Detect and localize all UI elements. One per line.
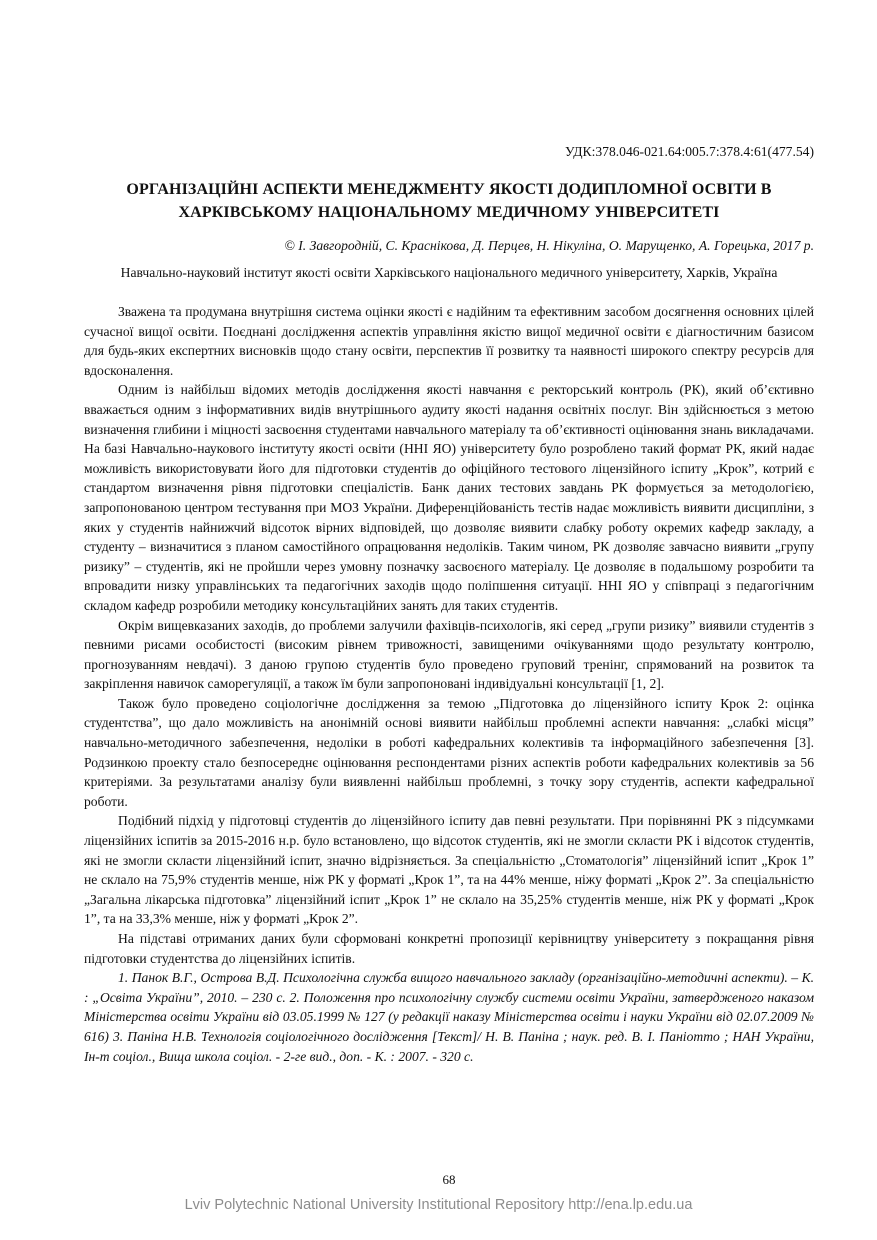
article-body: [84, 302, 814, 1066]
paragraph: Також було проведено соціологічне дослідження за темою „Підготовка до ліцензійного іспиту Крок 2: оцінка студентства”, що дало можливість на анонімній основі виявити найбільш проблемні аспекти навчання: „слабкі місця” навчально-методичного забезпечення, недоліки в роботі кафедральних колективів та інформаційного забезпечення [3]. Родзинкою проекту стало безпосереднє оцінювання респондентами різних аспектів роботи кафедральних колективів за 56 критеріями. За результатами аналізу були виявленні найбільш проблемні, з точку зору студентів, аспекти кафедральної роботи.: [84, 695, 814, 809]
page-number: 68: [442, 1172, 456, 1187]
paragraph: Одним із найбільш відомих методів дослідження якості навчання є ректорський контроль (РК), який об’єктивно вважається одним з інформативних видів внутрішнього аудиту якості надання освітніх послуг. Він здійснюється з метою визначення глибини і міцності засвоєння студентами навчального матеріалу та об’єктивності оцінювання знань викладачами. На базі Навчально-наукового інституту якості освіти (ННІ ЯО) університету було розроблено такий формат РК, який надає можливість використовувати його для підготовки студентів до офіційного тестового ліцензійного іспиту „Крок”, котрий є стандартом визначення рівня підготовки спеціалістів. Банк даних тестових завдань РК формується за методологією, запропонованою центром тестування при МОЗ України. Диференційованість тестів надає можливість виявити дисципліни, з яких у студентів найнижчий відсоток вірних відповідей, що дозволяє виявити слабку роботу окремих кафедр закладу, а студенту – визначитися з планом самостійного опрацювання недоліків. Таким чином, РК дозволяє завчасно виявити „групу ризику” – студентів, які не пройшли через умовну позначку засвоєного матеріалу. Це дозволяє в подальшому розробити та впровадити низку управлінських та педагогічних заходів щодо поліпшення ситуації. ННІ ЯО у співпраці з педагогічним складом кафедр розробили методику консультаційних занять для таких студентів.: [84, 382, 814, 613]
article-title: [84, 178, 814, 224]
repository-footer: Lviv Polytechnic National University Institutional Repository http://ena.lp.edu.ua: [184, 1197, 693, 1213]
title-line-2: ХАРКІВСЬКОМУ НАЦІОНАЛЬНОМУ МЕДИЧНОМУ УНІВЕРСИТЕТІ: [178, 204, 720, 221]
authors: © І. Завгородній, С. Краснікова, Д. Перцев, Н. Нікуліна, О. Марущенко, А. Горецька, 2017 р.: [284, 238, 814, 253]
udc-code: УДК:378.046-021.64:005.7:378.4:61(477.54): [565, 144, 814, 159]
paragraph: На підставі отриманих даних були сформовані конкретні пропозиції керівництву університету з покращання рівня підготовки студентства до ліцензійних іспитів.: [84, 931, 814, 966]
paragraph: Подібний підхід у підготовці студентів до ліцензійного іспиту дав певні результати. При порівнянні РК з підсумками ліцензійних іспитів за 2015-2016 н.р. було встановлено, що відсоток студентів, які не змогли скласти РК і відсоток студентів, які не змогли скласти ліцензійний іспит, значно відрізняється. За спеціальністю „Стоматологія” ліцензійний іспит „Крок 1” не склало на 75,9% студентів менше, ніж РК у форматі „Крок 1”, та на 44% менше, ніжу форматі „Крок 2”. За спеціальністю „Загальна лікарська підготовка” ліцензійний іспит „Крок 1” не склало на 35,25% студентів менше, ніж РК у форматі „Крок 1”, та на 33,3% менше, ніж у форматі „Крок 2”.: [84, 813, 814, 927]
affiliation: Навчально-науковий інститут якості освіти Харківського національного медичного університету, Харків, Україна: [120, 265, 778, 280]
paragraph: Окрім вищевказаних заходів, до проблеми залучили фахівців-психологів, які серед „групи ризику” виявили студентів з певними рисами особистості (високим рівнем тривожності, завищеними очікуваннями щодо результату контролю, прогнозуванням невдачі). З даною групою студентів було проведено груповий тренінг, спрямований на розвиток та закріплення навичок саморегуляції, а також їм були запропоновані індивідуальні консультації [1, 2].: [84, 617, 814, 692]
paragraph: Зважена та продумана внутрішня система оцінки якості є надійним та ефективним засобом досягнення основних цілей сучасної вищої освіти. Поєднані дослідження аспектів управління якістю вищої медичної освіти є діагностичним базисом для будь-яких експертних висновків щодо стану освіти, перспектив її розвитку та наявності широкого спектру ресурсів для вдосконалення.: [84, 304, 814, 378]
references: 1. Панок В.Г., Острова В.Д. Психологічна служба вищого навчального закладу (організаційно-методичні аспекти). – К. : „Освіта України”, 2010. – 230 с. 2. Положення про психологічну службу системи освіти України, затвердженого наказом Міністерства освіти України від 03.05.1999 № 127 (у редакції наказу Міністерства освіти і науки України від 02.07.2009 № 616) 3. Паніна Н.В. Технологія соціологічного дослідження [Текст]/ Н. В. Паніна ; наук. ред. В. І. Паніотто ; НАН України, Ін-т соціол., Вища школа соціол. - 2-ге вид., доп. - К. : 2007. - 320 с.: [84, 970, 814, 1064]
title-line-1: ОРГАНІЗАЦІЙНІ АСПЕКТИ МЕНЕДЖМЕНТУ ЯКОСТІ ДОДИПЛОМНОЇ ОСВІТИ В: [126, 181, 772, 198]
